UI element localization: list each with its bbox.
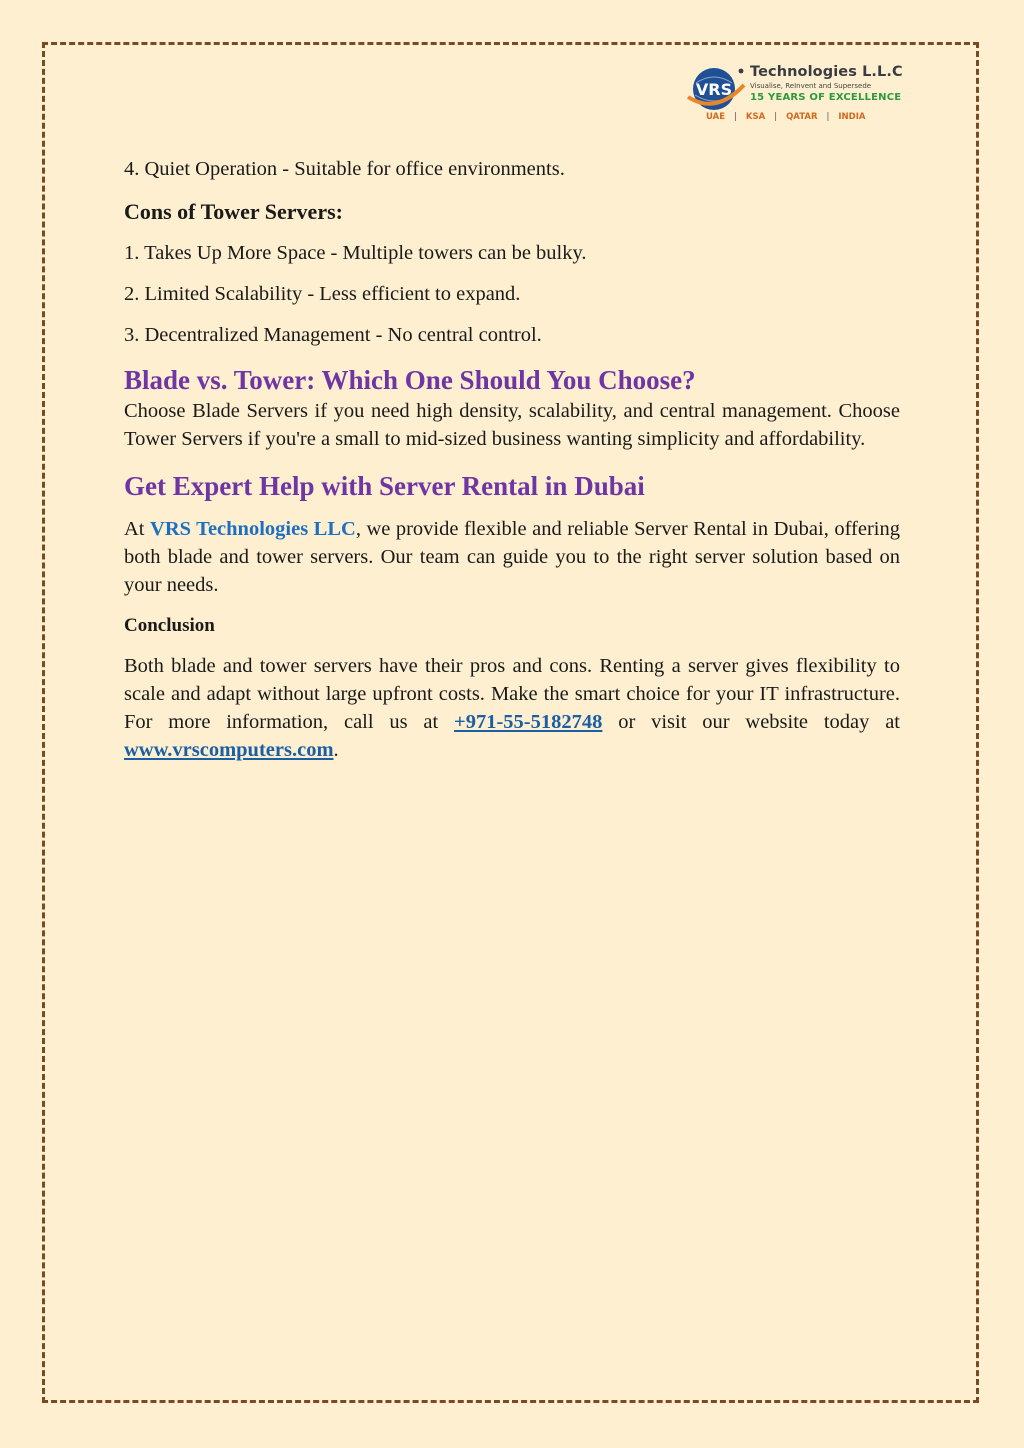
expert-body: At VRS Technologies LLC, we provide flexible and reliable Server Rental in Dubai, offering both blade and tower servers. Our team can guide you to the right server solution based on your needs. xyxy=(124,518,900,596)
document-content xyxy=(124,155,900,764)
country-india: INDIA xyxy=(838,112,866,122)
logo-mark-text: VRS xyxy=(695,80,733,99)
tower-cons-heading: Cons of Tower Servers: xyxy=(124,199,343,224)
vrs-globe-logo-icon xyxy=(686,63,748,113)
phone-link[interactable]: +971-55-5182748 xyxy=(454,711,603,733)
logo-years: 15 YEARS OF EXCELLENCE xyxy=(750,92,902,103)
brand-name: VRS Technologies LLC xyxy=(150,518,356,540)
tower-cons-item-3: 3. Decentralized Management - No central control. xyxy=(124,324,542,346)
country-uae: UAE xyxy=(706,112,726,122)
logo-tagline: Visualise, ReInvent and Supersede xyxy=(750,82,872,90)
country-qatar: QATAR xyxy=(786,112,818,122)
conclusion-body: Both blade and tower servers have their pros and cons. Renting a server gives flexibility to scale and adapt without large upfront costs. Make the smart choice for your IT infrastructure. For more information, call us at +971-55-5182748 or visit our website today at www.vrscomputers.com. xyxy=(124,655,900,761)
tower-cons-item-1: 1. Takes Up More Space - Multiple towers can be bulky. xyxy=(124,242,587,264)
tower-pros-item-4: 4. Quiet Operation - Suitable for office environments. xyxy=(124,158,565,180)
tower-cons-item-2: 2. Limited Scalability - Less efficient to expand. xyxy=(124,283,521,305)
choose-body: Choose Blade Servers if you need high density, scalability, and central management. Choose Tower Servers if you're a small to mid-sized business wanting simplicity and affordability. xyxy=(124,400,900,450)
logo-countries: UAE | KSA | QATAR | INDIA xyxy=(706,112,866,122)
country-ksa: KSA xyxy=(745,112,766,122)
choose-heading: Blade vs. Tower: Which One Should You Choose? xyxy=(124,365,696,395)
logo-company-name: Technologies L.L.C xyxy=(750,64,903,80)
conclusion-heading: Conclusion xyxy=(124,615,215,636)
company-logo xyxy=(686,60,906,130)
website-link[interactable]: www.vrscomputers.com xyxy=(124,739,334,761)
expert-heading: Get Expert Help with Server Rental in Dubai xyxy=(124,471,645,501)
